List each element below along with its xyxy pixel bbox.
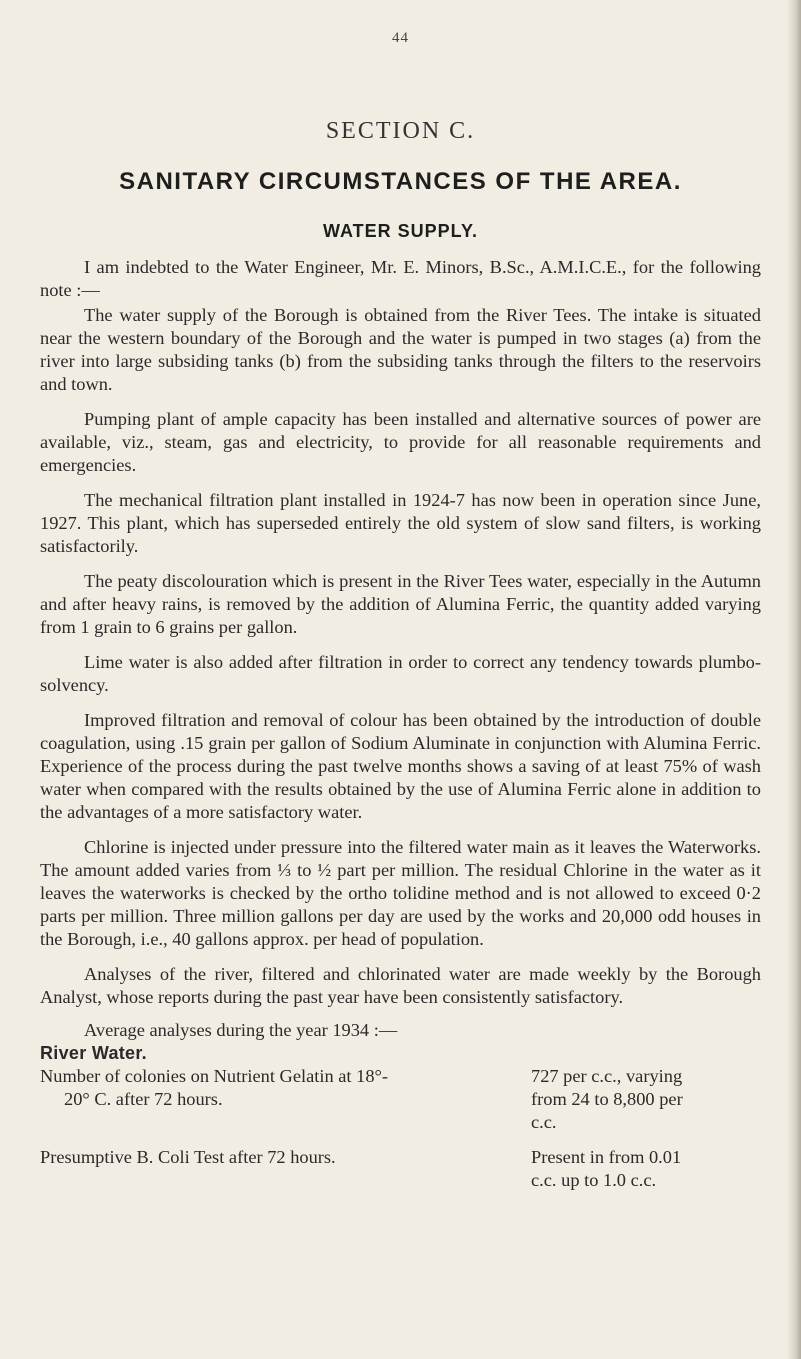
analysis-result-line: c.c. — [531, 1112, 557, 1132]
analysis-row — [40, 1146, 761, 1192]
paragraph-filtration: The mechanical filtration plant installed in 1924-7 has now been in operation since June, 1927. This plant, which has superseded entirely the old system of slow sand filters, is working satisfactorily. — [40, 490, 761, 556]
paragraph-supply: The water supply of the Borough is obtained from the River Tees. The intake is situated near the western boundary of the Borough and the water is pumped in two stages (a) from the river into large subsiding tanks (b) from the subsiding tanks through the filters to the reservoirs and town. — [40, 305, 761, 394]
subtitle: WATER SUPPLY. — [322, 221, 479, 241]
paragraph-analyses: Analyses of the river, filtered and chlorinated water are made weekly by the Borough Analyst, whose reports during the past year have been consistently satisfactory. — [40, 964, 761, 1007]
analysis-result — [531, 1146, 761, 1192]
analysis-result-line: from 24 to 8,800 per — [531, 1089, 683, 1109]
paragraph-pumping: Pumping plant of ample capacity has been installed and alternative sources of power are available, viz., steam, gas and electricity, to provide for all reasonable requirements and emergencies. — [40, 409, 761, 475]
paragraph-coagulation: Improved filtration and removal of colour has been obtained by the introduction of double coagulation, using .15 grain per gallon of Sodium Aluminate in conjunction with Alumina Ferric. Experience of the process during the past twelve months shows a saving of at least 75% of wash water when compared with the results obtained by the use of Alumina Ferric alone in addition to the advantages of a more satisfactory water. — [40, 710, 761, 822]
analysis-test-line: Number of colonies on Nutrient Gelatin at 18°- — [40, 1066, 389, 1086]
analysis-test — [40, 1146, 470, 1192]
analysis-test-line: 20° C. after 72 hours. — [64, 1089, 223, 1109]
analyses-section — [40, 1019, 761, 1192]
paragraph-chlorine: Chlorine is injected under pressure into the filtered water main as it leaves the Waterworks. The amount added varies from ⅓ to ½ part per million. The residual Chlorine in the water as it leaves the waterworks is checked by the ortho tolidine method and is not allowed to exceed 0·2 parts per million. Three million gallons per day are used by the works and 20,000 odd houses in the Borough, i.e., 40 gallons approx. per head of population. — [40, 837, 761, 949]
paragraph-discolouration: The peaty discolouration which is present in the River Tees water, especially in the Autumn and after heavy rains, is removed by the addition of Alumina Ferric, the quantity added varying from 1 grain to 6 grains per gallon. — [40, 571, 761, 637]
analysis-result-line: Present in from 0.01 — [531, 1147, 682, 1167]
analysis-result-line: c.c. up to 1.0 c.c. — [531, 1170, 657, 1190]
body-text — [40, 256, 761, 1021]
analysis-test-line: Presumptive B. Coli Test after 72 hours. — [40, 1147, 336, 1167]
analysis-result-line: 727 per c.c., varying — [531, 1066, 683, 1086]
paragraph-lime: Lime water is also added after filtration in order to correct any tendency towards plumbo-solvency. — [40, 652, 761, 695]
analysis-row — [40, 1065, 761, 1134]
main-title: SANITARY CIRCUMSTANCES OF THE AREA. — [119, 168, 682, 195]
page-edge-shadow — [787, 0, 801, 1359]
paragraph-intro: I am indebted to the Water Engineer, Mr. E. Minors, B.Sc., A.M.I.C.E., for the following note :— — [40, 257, 761, 300]
page-number: 44 — [392, 30, 409, 46]
section-heading: SECTION C. — [325, 118, 476, 144]
analysis-test — [40, 1065, 470, 1134]
river-water-heading: River Water. — [40, 1043, 147, 1063]
analysis-result — [531, 1065, 761, 1134]
average-analyses-line: Average analyses during the year 1934 :— — [84, 1020, 398, 1040]
